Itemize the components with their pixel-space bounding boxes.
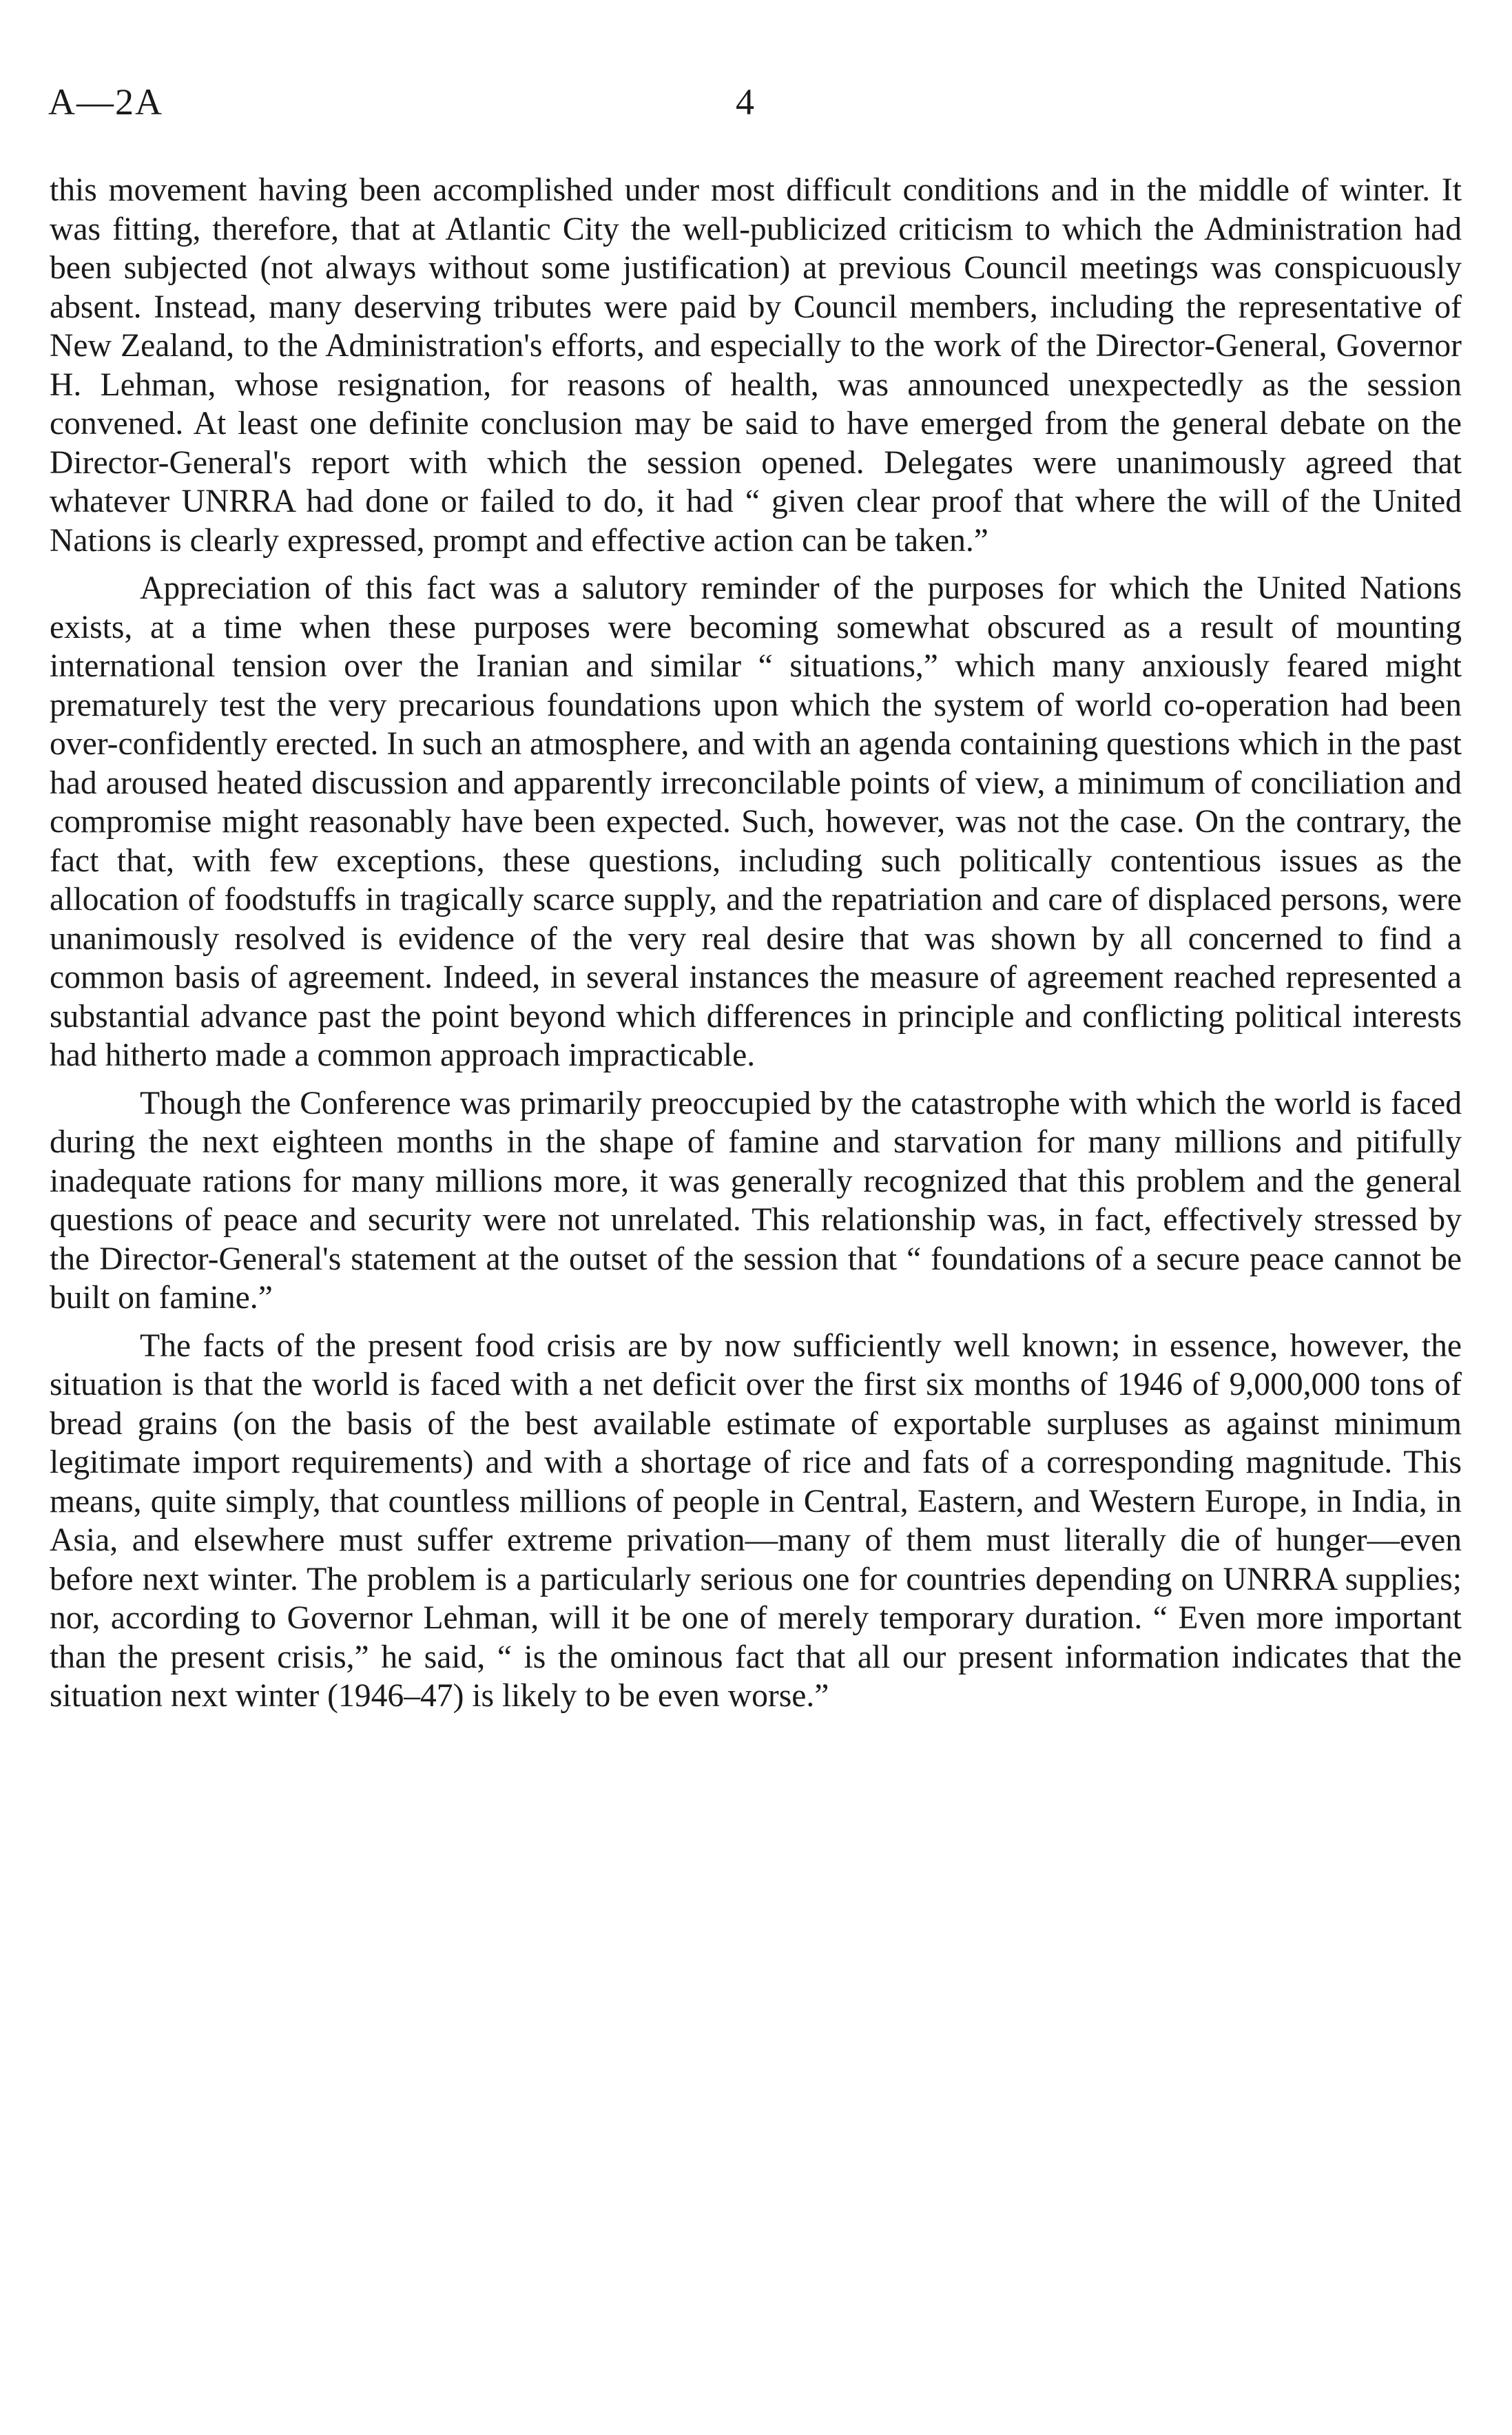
paragraph-4: The facts of the present food crisis are by now sufficiently well known; in essence, however, the situation is that the world is faced with a net deficit over the first six months of 1946 of 9,000,000 tons of bread grains (on the basis of the best available estimate of exportable surpluses as against minimum legitimate import requirements) and with a shortage of rice and fats of a corresponding magnitude. This means, quite simply, that countless millions of people in Central, Eastern, and Western Europe, in India, in Asia, and elsewhere must suffer extreme privation—many of them must literally die of hunger—even before next winter. The problem is a particularly serious one for countries depending on UNRRA supplies; nor, according to Governor Lehman, will it be one of merely temporary duration. “ Even more important than the present crisis,” he said, “ is the ominous fact that all our present information indicates that the situation next winter (1946–47) is likely to be even worse.” (50, 1327, 1462, 1714)
body-text (50, 171, 1462, 2396)
page-header (48, 81, 1467, 136)
paragraph-2: Appreciation of this fact was a salutory reminder of the purposes for which the United Nations exists, at a time when these purposes were becoming somewhat obscured as a result of mounting international tension over the Iranian and similar “ situations,” which many anxiously feared might prematurely test the very precarious foundations upon which the system of world co-operation had been over-confidently erected. In such an atmosphere, and with an agenda containing questions which in the past had aroused heated discussion and apparently irreconcilable points of view, a minimum of conciliation and compromise might reasonably have been expected. Such, however, was not the case. On the contrary, the fact that, with few exceptions, these questions, including such politically contentious issues as the allocation of foodstuffs in tragically scarce supply, and the repatriation and care of displaced persons, were unanimously resolved is evidence of the very real desire that was shown by all concerned to find a common basis of agreement. Indeed, in several instances the measure of agreement reached represented a substantial advance past the point beyond which differences in principle and conflicting political interests had hitherto made a common approach impracticable. (50, 570, 1462, 1073)
paragraph-3: Though the Conference was primarily preoccupied by the catastrophe with which the world is faced during the next eighteen months in the shape of famine and starvation for many millions and pitifully inadequate rations for many millions more, it was generally recognized that this problem and the general questions of peace and security were not unrelated. This relationship was, in fact, effectively stressed by the Director-General's statement at the outset of the session that “ foundations of a secure peace cannot be built on famine.” (50, 1085, 1462, 1316)
page-number: 4 (736, 81, 754, 123)
paragraph-1: this movement having been accomplished under most difficult conditions and in the middle of winter. It was fitting, therefore, that at Atlantic City the well-publicized criticism to which the Administration had been subjected (not always without some justification) at previous Council meetings was conspicuously absent. Instead, many deserving tributes were paid by Council members, including the representative of New Zealand, to the Administration's efforts, and especially to the work of the Director-General, Governor H. Lehman, whose resignation, for reasons of health, was announced unexpectedly as the session convened. At least one definite conclusion may be said to have emerged from the general debate on the Director-General's report with which the session opened. Delegates were unanimously agreed that whatever UNRRA had done or failed to do, it had “ given clear proof that where the will of the United Nations is clearly expressed, prompt and effective action can be taken.” (50, 172, 1462, 559)
document-code: A—2A (48, 81, 163, 123)
